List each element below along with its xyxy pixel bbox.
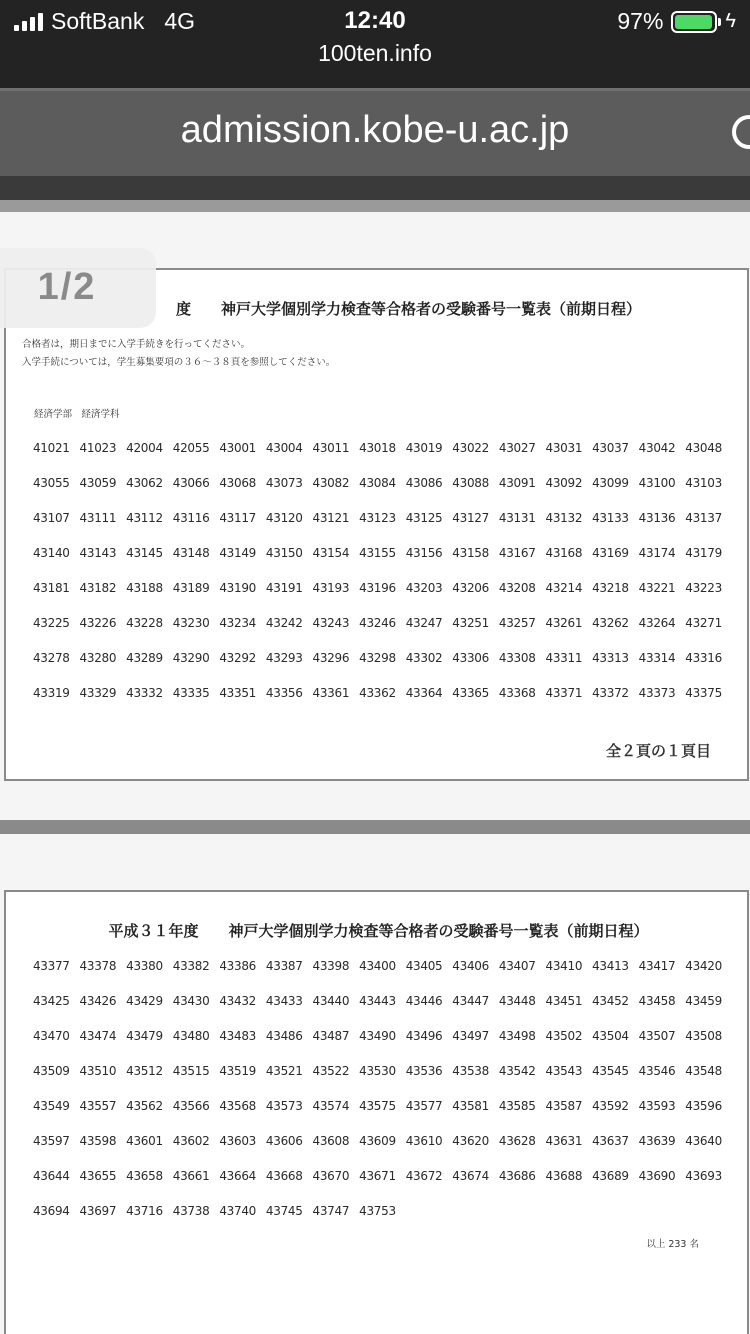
exam-number: 43011 [312,441,350,455]
exam-number: 43380 [126,959,163,973]
exam-number: 43674 [452,1169,489,1183]
exam-number: 43111 [79,511,117,525]
exam-number: 43458 [638,994,676,1008]
exam-number: 43573 [265,1099,303,1113]
exam-number: 43365 [452,686,489,700]
exam-number: 43214 [545,581,583,595]
exam-number: 43747 [312,1204,350,1218]
exam-number: 43271 [685,616,722,630]
exam-number: 43496 [405,1029,443,1043]
viewer-top-border [0,200,750,212]
exam-number: 42055 [172,441,210,455]
exam-number: 42004 [126,441,163,455]
exam-number: 43155 [359,546,396,560]
exam-number: 43004 [265,441,303,455]
exam-number: 43316 [685,651,722,665]
exam-number: 43429 [126,994,163,1008]
exam-number: 43413 [592,959,629,973]
exam-number: 43179 [685,546,722,560]
exam-number: 43668 [265,1169,303,1183]
exam-number: 43693 [685,1169,722,1183]
exam-number: 43498 [498,1029,536,1043]
exam-number: 43387 [265,959,303,973]
exam-number: 43509 [32,1064,70,1078]
carrier-name: SoftBank [51,8,145,34]
exam-number: 43470 [32,1029,70,1043]
exam-number: 43133 [592,511,629,525]
exam-number: 43140 [32,546,70,560]
exam-number: 43189 [172,581,210,595]
exam-number: 43608 [312,1134,350,1148]
exam-number: 43474 [79,1029,117,1043]
exam-number: 43120 [265,511,303,525]
exam-number: 43575 [359,1099,396,1113]
exam-number: 43150 [265,546,303,560]
exam-number: 43018 [359,441,396,455]
exam-number: 43432 [219,994,257,1008]
exam-number: 43019 [405,441,443,455]
exam-number: 43446 [405,994,443,1008]
exam-number: 43073 [265,476,303,490]
exam-number: 43546 [638,1064,676,1078]
exam-number: 43137 [685,511,722,525]
exam-number: 43308 [498,651,536,665]
exam-number: 43361 [312,686,350,700]
exam-number: 43562 [126,1099,163,1113]
exam-number: 43587 [545,1099,583,1113]
exam-number: 43689 [592,1169,629,1183]
exam-number: 43218 [592,581,629,595]
exam-number: 43335 [172,686,210,700]
exam-number: 43099 [592,476,629,490]
exam-number: 43298 [359,651,396,665]
exam-number: 43368 [498,686,536,700]
exam-number: 43082 [312,476,350,490]
exam-number: 43490 [359,1029,396,1043]
exam-number: 43592 [592,1099,629,1113]
exam-number: 43519 [219,1064,257,1078]
exam-number: 43221 [638,581,676,595]
exam-number: 43538 [452,1064,489,1078]
exam-number: 43191 [265,581,303,595]
exam-number: 43169 [592,546,629,560]
exam-number: 43512 [126,1064,163,1078]
exam-number: 43398 [312,959,350,973]
exam-number: 43168 [545,546,583,560]
exam-number: 43306 [452,651,489,665]
battery-status [617,8,736,35]
exam-number: 43311 [545,651,583,665]
exam-number: 43406 [452,959,489,973]
exam-number: 43425 [32,994,70,1008]
exam-number: 43127 [452,511,489,525]
exam-number: 43631 [545,1134,583,1148]
page-1-footer: 全２頁の１頁目 [605,742,711,760]
exam-number: 43602 [172,1134,210,1148]
exam-number: 43443 [359,994,396,1008]
exam-number: 43022 [452,441,489,455]
exam-number: 43154 [312,546,350,560]
exam-number: 43131 [498,511,536,525]
exam-number: 43261 [545,616,583,630]
exam-number: 43226 [79,616,117,630]
exam-number: 43451 [545,994,583,1008]
exam-number: 43542 [498,1064,536,1078]
exam-number: 43123 [359,511,396,525]
exam-number: 43577 [405,1099,443,1113]
exam-number: 43644 [32,1169,70,1183]
exam-number: 43296 [312,651,350,665]
exam-number: 43486 [265,1029,303,1043]
exam-number: 43601 [126,1134,163,1148]
clock: 12:40 [344,7,406,34]
exam-number: 43522 [312,1064,350,1078]
exam-number: 43037 [592,441,629,455]
status-bar [0,0,750,88]
exam-number: 43515 [172,1064,210,1078]
exam-number: 43107 [32,511,70,525]
exam-number: 43206 [452,581,489,595]
exam-number: 43671 [359,1169,396,1183]
exam-number: 43092 [545,476,583,490]
exam-number: 43670 [312,1169,350,1183]
exam-number: 43112 [126,511,163,525]
exam-number: 43521 [265,1064,303,1078]
exam-number: 43448 [498,994,536,1008]
exam-number: 43373 [638,686,676,700]
exam-number: 43156 [405,546,443,560]
exam-number: 43530 [359,1064,396,1078]
exam-number: 43745 [265,1204,303,1218]
exam-number: 43672 [405,1169,443,1183]
exam-number: 43242 [265,616,303,630]
exam-number: 43364 [405,686,443,700]
exam-number: 43549 [32,1099,70,1113]
exam-number: 43628 [498,1134,536,1148]
exam-number: 43103 [685,476,722,490]
exam-number: 43440 [312,994,350,1008]
charging-bolt-icon: ϟ [725,10,736,32]
exam-number: 43430 [172,994,210,1008]
exam-number: 43655 [79,1169,117,1183]
exam-number: 43332 [126,686,163,700]
exam-number: 43686 [498,1169,536,1183]
exam-number: 43479 [126,1029,163,1043]
exam-number: 43086 [405,476,443,490]
exam-number: 43091 [498,476,536,490]
exam-number: 43640 [685,1134,722,1148]
page-indicator [0,248,156,328]
battery-percent: 97% [617,8,664,34]
exam-number: 43290 [172,651,210,665]
page-1-title: 度 神戸大学個別学力検査等合格者の受験番号一覧表（前期日程） [175,300,641,318]
exam-number: 43088 [452,476,489,490]
exam-number: 43329 [79,686,117,700]
exam-number: 43536 [405,1064,443,1078]
exam-number: 41023 [79,441,117,455]
exam-number: 43664 [219,1169,257,1183]
exam-number: 43314 [638,651,676,665]
exam-number: 43193 [312,581,350,595]
exam-number: 43208 [498,581,536,595]
exam-number: 43246 [359,616,396,630]
exam-number: 43548 [685,1064,722,1078]
exam-number: 43410 [545,959,583,973]
exam-number: 43055 [32,476,70,490]
exam-number: 43313 [592,651,629,665]
exam-number: 43145 [126,546,163,560]
exam-number: 43356 [265,686,303,700]
exam-number: 43062 [126,476,163,490]
page-indicator-label: 1/2 [37,266,97,308]
exam-number: 43452 [592,994,629,1008]
exam-number: 43639 [638,1134,676,1148]
exam-number: 43400 [359,959,396,973]
exam-number: 43158 [452,546,489,560]
exam-number: 43420 [685,959,722,973]
page-2-title: 平成３１年度 神戸大学個別学力検査等合格者の受験番号一覧表（前期日程） [108,922,649,940]
toolbar-divider [0,176,750,200]
exam-number: 43377 [32,959,70,973]
status-site-label: 100ten.info [318,40,432,66]
exam-number: 43117 [219,511,257,525]
exam-number: 43048 [685,441,722,455]
exam-number: 43507 [638,1029,676,1043]
exam-number: 43690 [638,1169,676,1183]
page-1-note-2: 入学手続については，学生募集要項の３６～３８頁を参照してください。 [22,357,336,368]
exam-number: 43459 [685,994,722,1008]
exam-number: 43031 [545,441,583,455]
url-domain[interactable]: admission.kobe-u.ac.jp [180,109,570,151]
exam-number: 43225 [32,616,70,630]
exam-number: 43740 [219,1204,257,1218]
exam-number: 43620 [452,1134,489,1148]
exam-number: 43497 [452,1029,489,1043]
exam-number: 43292 [219,651,257,665]
exam-number: 43378 [79,959,117,973]
network-type: 4G [164,8,196,34]
exam-number: 43280 [79,651,117,665]
total-count: 以上 233 名 [646,1239,699,1250]
exam-number: 43483 [219,1029,257,1043]
exam-number: 43042 [638,441,676,455]
exam-number: 43143 [79,546,117,560]
exam-number: 43234 [219,616,257,630]
exam-number: 43251 [452,616,489,630]
exam-number: 43407 [498,959,536,973]
exam-number: 43609 [359,1134,396,1148]
department-label: 経済学部 経済学科 [34,409,120,420]
exam-number: 43228 [126,616,163,630]
exam-number: 43293 [265,651,303,665]
exam-number: 43375 [685,686,722,700]
page-separator [0,820,750,834]
page-1-note-1: 合格者は，期日までに入学手続きを行ってください。 [22,339,251,350]
exam-number: 43405 [405,959,443,973]
exam-number: 43223 [685,581,722,595]
exam-number: 43502 [545,1029,583,1043]
exam-number: 43557 [79,1099,117,1113]
exam-number: 43543 [545,1064,583,1078]
exam-number: 43230 [172,616,210,630]
exam-number: 43593 [638,1099,676,1113]
exam-number: 43084 [359,476,396,490]
exam-number: 43001 [219,441,257,455]
exam-number: 43121 [312,511,350,525]
page-2-number-grid [28,958,738,1238]
address-bar[interactable] [0,88,750,176]
exam-number: 43480 [172,1029,210,1043]
exam-number: 43688 [545,1169,583,1183]
exam-number: 43182 [79,581,117,595]
exam-number: 43372 [592,686,629,700]
exam-number: 43566 [172,1099,210,1113]
exam-number: 43637 [592,1134,629,1148]
exam-number: 43568 [219,1099,257,1113]
exam-number: 43447 [452,994,489,1008]
exam-number: 43066 [172,476,210,490]
exam-number: 43188 [126,581,163,595]
exam-number: 43059 [79,476,117,490]
exam-number: 43487 [312,1029,350,1043]
exam-number: 43417 [638,959,676,973]
exam-number: 43262 [592,616,629,630]
exam-number: 43190 [219,581,257,595]
exam-number: 43694 [32,1204,70,1218]
exam-number: 43658 [126,1169,163,1183]
exam-number: 43610 [405,1134,443,1148]
exam-number: 43319 [32,686,70,700]
exam-number: 43606 [265,1134,303,1148]
exam-number: 43597 [32,1134,70,1148]
exam-number: 43136 [638,511,676,525]
exam-number: 43603 [219,1134,257,1148]
exam-number: 43510 [79,1064,117,1078]
exam-number: 43116 [172,511,210,525]
exam-number: 43196 [359,581,396,595]
exam-number: 43174 [638,546,676,560]
exam-number: 43545 [592,1064,629,1078]
exam-number: 43351 [219,686,257,700]
exam-number: 43504 [592,1029,629,1043]
exam-number: 41021 [32,441,70,455]
exam-number: 43508 [685,1029,722,1043]
exam-number: 43257 [498,616,536,630]
exam-number: 43264 [638,616,676,630]
page-1-number-grid [28,440,738,720]
exam-number: 43697 [79,1204,117,1218]
exam-number: 43661 [172,1169,210,1183]
exam-number: 43574 [312,1099,350,1113]
exam-number: 43149 [219,546,257,560]
exam-number: 43426 [79,994,117,1008]
battery-icon [671,11,717,33]
exam-number: 43596 [685,1099,722,1113]
exam-number: 43585 [498,1099,536,1113]
exam-number: 43433 [265,994,303,1008]
exam-number: 43753 [359,1204,396,1218]
exam-number: 43167 [498,546,536,560]
exam-number: 43362 [359,686,396,700]
exam-number: 43100 [638,476,676,490]
exam-number: 43243 [312,616,350,630]
exam-number: 43203 [405,581,443,595]
exam-number: 43278 [32,651,70,665]
exam-number: 43247 [405,616,443,630]
exam-number: 43738 [172,1204,210,1218]
exam-number: 43289 [126,651,163,665]
exam-number: 43716 [126,1204,163,1218]
exam-number: 43132 [545,511,583,525]
exam-number: 43371 [545,686,583,700]
exam-number: 43125 [405,511,443,525]
exam-number: 43382 [172,959,210,973]
pdf-page-1 [4,268,749,781]
exam-number: 43581 [452,1099,489,1113]
exam-number: 43068 [219,476,257,490]
exam-number: 43027 [498,441,536,455]
exam-number: 43302 [405,651,443,665]
pdf-page-2 [4,890,749,1334]
exam-number: 43181 [32,581,70,595]
exam-number: 43386 [219,959,257,973]
exam-number: 43598 [79,1134,117,1148]
exam-number: 43148 [172,546,210,560]
